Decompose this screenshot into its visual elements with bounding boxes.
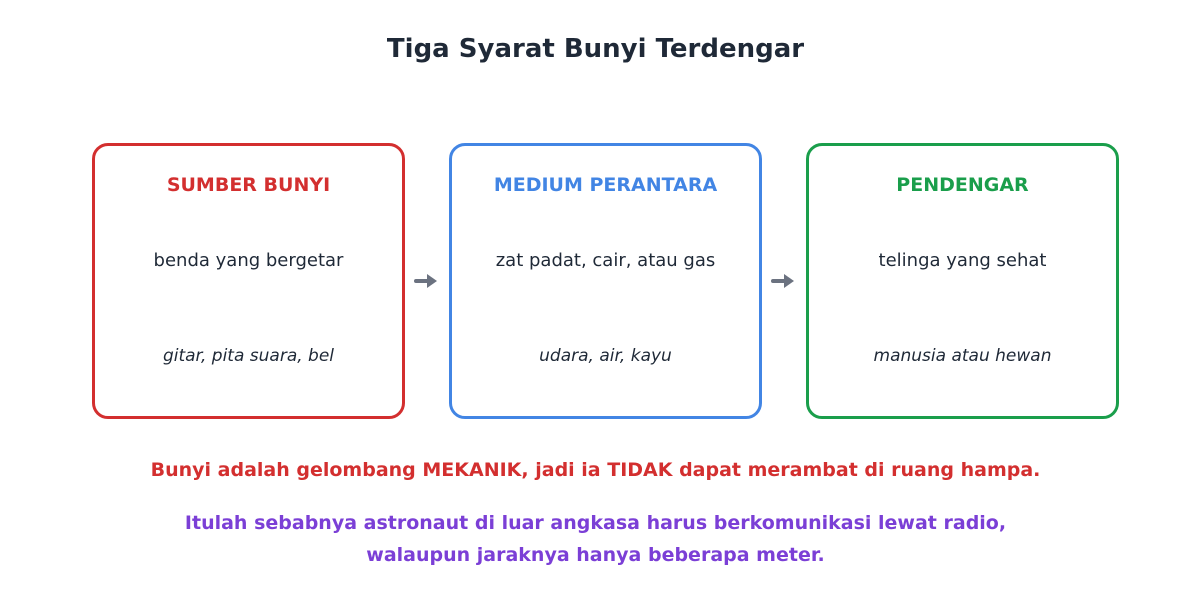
card-medium	[449, 143, 762, 419]
arrow-right-icon	[414, 271, 440, 291]
card-examples: gitar, pita suara, bel	[162, 346, 335, 366]
card-description: telinga yang sehat	[878, 250, 1047, 271]
card-examples: udara, air, kayu	[539, 346, 672, 366]
mechanical-wave-note: Bunyi adalah gelombang MEKANIK, jadi ia TIDAK dapat merambat di ruang hampa.	[150, 459, 1041, 481]
card-sound-source	[92, 143, 405, 419]
diagram-title: Tiga Syarat Bunyi Terdengar	[386, 34, 805, 64]
astronaut-note-line-2: walaupun jaraknya hanya beberapa meter.	[366, 544, 825, 566]
astronaut-note-line-1: Itulah sebabnya astronaut di luar angkasa harus berkomunikasi lewat radio,	[184, 512, 1007, 534]
card-description: zat padat, cair, atau gas	[495, 250, 716, 271]
card-description: benda yang bergetar	[153, 250, 344, 271]
card-heading: PENDENGAR	[896, 174, 1029, 196]
card-listener	[806, 143, 1119, 419]
arrow-right-icon	[771, 271, 797, 291]
card-heading: MEDIUM PERANTARA	[493, 174, 718, 196]
card-examples: manusia atau hewan	[873, 346, 1052, 366]
card-heading: SUMBER BUNYI	[166, 174, 331, 196]
